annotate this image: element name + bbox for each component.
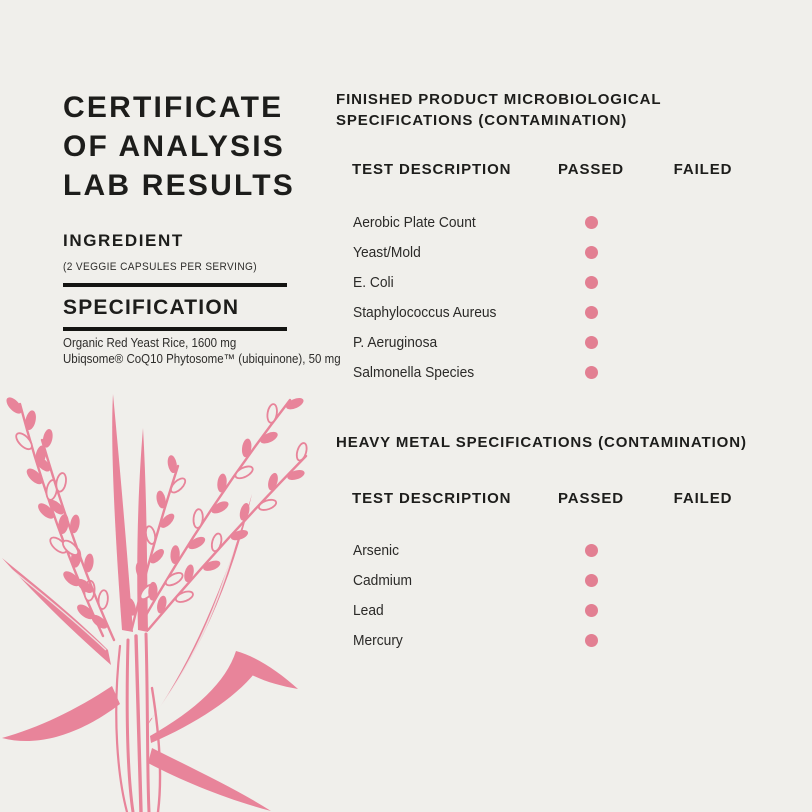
- ingredient-serving-note: (2 VEGGIE CAPSULES PER SERVING): [63, 261, 258, 273]
- failed-cell: [647, 625, 759, 655]
- column-header-test-description: TEST DESCRIPTION: [352, 160, 512, 178]
- passed-cell: [535, 207, 647, 237]
- row-label: Arsenic: [353, 541, 400, 559]
- row-label: Lead: [353, 601, 384, 619]
- heavy-metal-section-title: HEAVY METAL SPECIFICATIONS (CONTAMINATION): [336, 434, 747, 451]
- column-header-test-description: TEST DESCRIPTION: [352, 489, 512, 507]
- table-row: [336, 357, 759, 387]
- column-header-passed: PASSED: [558, 489, 624, 507]
- column-header-passed: PASSED: [558, 160, 624, 178]
- micro-specs-section-title: FINISHED PRODUCT MICROBIOLOGICAL SPECIFICATIONS (CONTAMINATION): [336, 91, 662, 129]
- passed-cell: [535, 237, 647, 267]
- column-header-failed: FAILED: [673, 160, 733, 178]
- micro-table-header: [336, 158, 759, 180]
- passed-cell: [535, 565, 647, 595]
- row-label: Aerobic Plate Count: [353, 213, 476, 231]
- failed-cell: [647, 267, 759, 297]
- passed-dot: [585, 246, 598, 259]
- passed-cell: [535, 595, 647, 625]
- passed-dot: [585, 366, 598, 379]
- row-label: Cadmium: [353, 571, 413, 589]
- passed-dot: [585, 306, 598, 319]
- passed-dot: [585, 336, 598, 349]
- specification-line-2: Ubiqsome® CoQ10 Phytosome™ (ubiquinone), 50 mg: [63, 351, 341, 366]
- table-row: [336, 327, 759, 357]
- row-label: Yeast/Mold: [353, 243, 421, 261]
- ingredient-heading: INGREDIENT: [63, 231, 184, 250]
- table-row: [336, 565, 759, 595]
- page-title-line-1: CERTIFICATE: [63, 91, 284, 124]
- row-label: P. Aeruginosa: [353, 333, 438, 351]
- table-row: [336, 535, 759, 565]
- specification-lines: [63, 336, 365, 367]
- specification-line-1: Organic Red Yeast Rice, 1600 mg: [63, 336, 237, 350]
- red-yeast-rice-illustration: [0, 388, 330, 812]
- page-title-line-3: LAB RESULTS: [63, 169, 295, 202]
- table-row: [336, 237, 759, 267]
- table-row: [336, 207, 759, 237]
- failed-cell: [647, 237, 759, 267]
- heavy-metal-table-rows: [336, 535, 759, 655]
- failed-cell: [647, 327, 759, 357]
- passed-dot: [585, 574, 598, 587]
- failed-cell: [647, 357, 759, 387]
- table-row: [336, 595, 759, 625]
- heavy-metal-table-header: [336, 487, 759, 509]
- passed-dot: [585, 276, 598, 289]
- passed-dot: [585, 604, 598, 617]
- passed-dot: [585, 634, 598, 647]
- passed-cell: [535, 357, 647, 387]
- passed-cell: [535, 625, 647, 655]
- failed-cell: [647, 207, 759, 237]
- divider-rule-top: [63, 283, 287, 287]
- failed-cell: [647, 565, 759, 595]
- passed-dot: [585, 216, 598, 229]
- failed-cell: [647, 595, 759, 625]
- row-label: E. Coli: [353, 273, 394, 291]
- failed-cell: [647, 297, 759, 327]
- micro-table-rows: [336, 207, 759, 387]
- row-label: Staphylococcus Aureus: [353, 303, 497, 321]
- table-row: [336, 267, 759, 297]
- passed-cell: [535, 327, 647, 357]
- row-label: Salmonella Species: [353, 363, 475, 381]
- page-title-line-2: OF ANALYSIS: [63, 130, 286, 163]
- passed-cell: [535, 297, 647, 327]
- passed-cell: [535, 535, 647, 565]
- column-header-failed: FAILED: [673, 489, 733, 507]
- passed-dot: [585, 544, 598, 557]
- failed-cell: [647, 535, 759, 565]
- divider-rule-bottom: [63, 327, 287, 331]
- row-label: Mercury: [353, 631, 403, 649]
- table-row: [336, 297, 759, 327]
- table-row: [336, 625, 759, 655]
- passed-cell: [535, 267, 647, 297]
- page-title: [63, 88, 343, 205]
- specification-heading: SPECIFICATION: [63, 296, 240, 319]
